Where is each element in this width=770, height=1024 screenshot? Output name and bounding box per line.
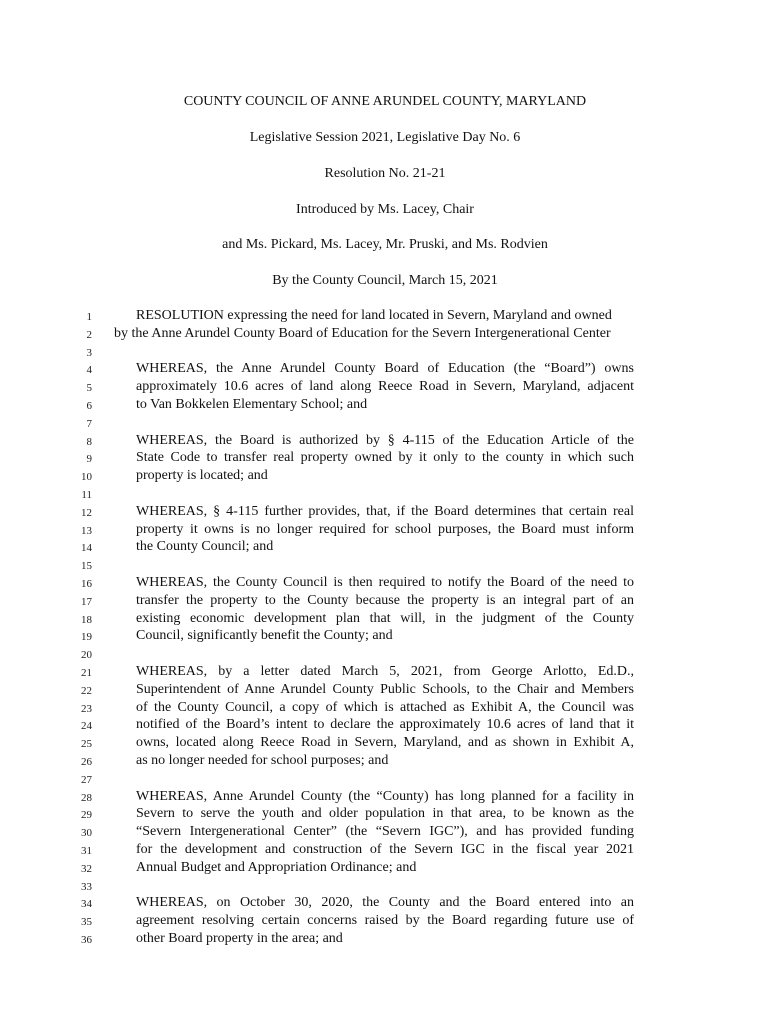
council-title: COUNTY COUNCIL OF ANNE ARUNDEL COUNTY, MARYLAND [183,94,587,109]
line-number: 22 [81,685,92,697]
line-number: 36 [81,934,92,946]
line-number: 35 [81,916,92,928]
line-number: 8 [86,436,92,448]
body-text-line: Severn to serve the youth and older population in that area, to be known as the [136,806,634,821]
line-number: 26 [81,756,92,768]
line-number: 17 [81,596,92,608]
body-text-line: Council, significantly benefit the County; and [136,628,393,643]
line-number: 14 [81,542,92,554]
body-text-line: the County Council; and [136,539,274,554]
resolution-number: Resolution No. 21-21 [324,166,446,181]
line-number: 25 [81,738,92,750]
body-text-line: by the Anne Arundel County Board of Education for the Severn Intergenerational Center [114,326,611,341]
body-text-line: as no longer needed for school purposes; and [136,753,389,768]
body-text-line: WHEREAS, by a letter dated March 5, 2021, from George Arlotto, Ed.D., [136,664,634,679]
line-number: 20 [81,649,92,661]
body-text-line: notified of the Board’s intent to declare the approximately 10.6 acres of land that it [136,717,634,732]
body-text-line: agreement resolving certain concerns raised by the Board regarding future use of [136,913,634,928]
body-text-line: approximately 10.6 acres of land along Reece Road in Severn, Maryland, adjacent [136,379,634,394]
body-text-line: existing economic development plan that will, in the judgment of the County [136,611,634,626]
body-text-line: State Code to transfer real property owned by it only to the county in which such [136,450,634,465]
line-number: 6 [86,400,92,412]
line-number: 27 [81,774,92,786]
body-text-line: Annual Budget and Appropriation Ordinance; and [136,860,417,875]
body-text-line: Superintendent of Anne Arundel County Public Schools, to the Chair and Members [136,682,634,697]
body-text-line: other Board property in the area; and [136,931,343,946]
session-line: Legislative Session 2021, Legislative Day No. 6 [249,130,521,145]
body-text-line: “Severn Intergenerational Center” (the “Severn IGC”), and has provided funding [136,824,634,839]
body-text-line: WHEREAS, the County Council is then required to notify the Board of the need to [136,575,634,590]
line-number: 9 [86,453,92,465]
line-number: 21 [81,667,92,679]
line-number: 23 [81,703,92,715]
line-number: 13 [81,525,92,537]
body-text-line: WHEREAS, the Board is authorized by § 4-115 of the Education Article of the [136,433,634,448]
line-number: 11 [81,489,92,501]
line-number: 2 [86,329,92,341]
line-number: 18 [81,614,92,626]
body-text-line: for the development and construction of the Severn IGC in the fiscal year 2021 [136,842,634,857]
line-number: 7 [86,418,92,430]
body-text-line: WHEREAS, the Anne Arundel County Board of Education (the “Board”) owns [136,361,634,376]
line-number: 4 [86,364,92,376]
line-number: 16 [81,578,92,590]
line-number: 5 [86,382,92,394]
by-council-date: By the County Council, March 15, 2021 [272,273,498,288]
line-number: 12 [81,507,92,519]
line-number: 33 [81,881,92,893]
line-number: 15 [81,560,92,572]
line-number: 34 [81,898,92,910]
line-number: 28 [81,792,92,804]
body-text-line: to Van Bokkelen Elementary School; and [136,397,368,412]
line-number: 1 [86,311,92,323]
body-text-line: RESOLUTION expressing the need for land located in Severn, Maryland and owned [136,308,612,323]
line-number: 19 [81,631,92,643]
introduced-by: Introduced by Ms. Lacey, Chair [296,202,474,217]
line-number: 30 [81,827,92,839]
line-number: 32 [81,863,92,875]
body-text-line: WHEREAS, § 4-115 further provides, that, if the Board determines that certain real [136,504,634,519]
body-text-line: property it owns is no longer required for school purposes, the Board must inform [136,522,634,537]
body-text-line: WHEREAS, Anne Arundel County (the “County) has long planned for a facility in [136,789,634,804]
body-text-line: WHEREAS, on October 30, 2020, the County and the Board entered into an [136,895,634,910]
body-text-line: transfer the property to the County because the property is an integral part of an [136,593,634,608]
body-text-line: owns, located along Reece Road in Severn, Maryland, and as shown in Exhibit A, [136,735,634,750]
line-number: 29 [81,809,92,821]
line-number: 24 [81,720,92,732]
cosponsors: and Ms. Pickard, Ms. Lacey, Mr. Pruski, and Ms. Rodvien [222,237,548,252]
line-number: 31 [81,845,92,857]
body-text-line: of the County Council, a copy of which is attached as Exhibit A, the Council was [136,700,634,715]
line-number: 3 [86,347,92,359]
body-text-line: property is located; and [136,468,268,483]
line-number: 10 [81,471,92,483]
